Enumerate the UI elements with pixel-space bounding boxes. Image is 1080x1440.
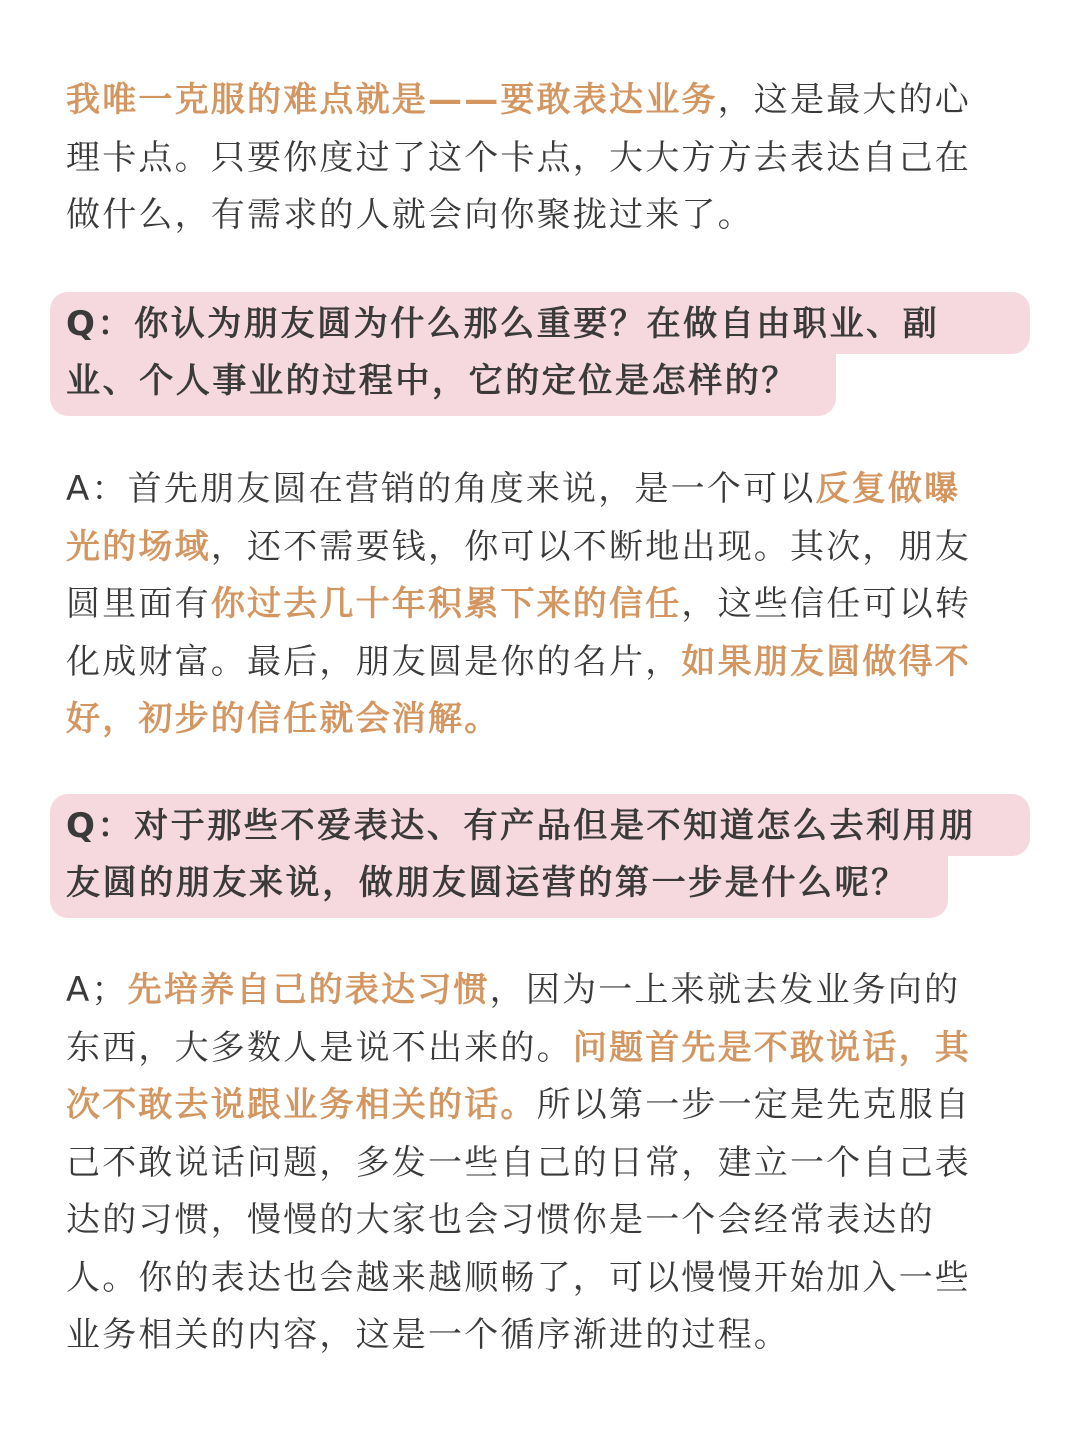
intro-text: ，这是最大的心 (717, 80, 972, 120)
answer-line (66, 634, 1026, 692)
answer-line: 己不敢说话问题，多发一些自己的日常，建立一个自己表 (66, 1142, 971, 1183)
answer-text: ，还不需要钱，你可以不断地出现。其次，朋友 (210, 526, 972, 567)
question-line: Q：你认为朋友圆为什么那么重要？在做自由职业、副 (66, 304, 940, 344)
answer-line (66, 576, 1026, 634)
answer-text: 所以第一步一定是先克服自 (536, 1085, 972, 1125)
answer-text: ，这些信任可以转 (681, 584, 972, 624)
answer-line (66, 691, 1026, 749)
answer-line (66, 519, 1026, 577)
question-line: 友圆的朋友来说，做朋友圆运营的第一步是什么呢？ (66, 863, 908, 903)
answer-1-paragraph (66, 461, 1026, 749)
intro-paragraph (66, 72, 1026, 245)
answer-text: A； (66, 970, 128, 1010)
answer-text: 东西，大多数人是说不出来的。 (66, 1027, 573, 1068)
answer-line: 达的习惯，慢慢的大家也会习惯你是一个会经常表达的 (66, 1200, 935, 1240)
intro-line: 做什么，有需求的人就会向你聚拢过来了。 (66, 195, 754, 235)
answer-line: 人。你的表达也会越来越顺畅了，可以慢慢开始加入一些 (66, 1257, 971, 1298)
answer-highlight: 光的场域 (66, 526, 211, 567)
answer-text: A：首先朋友圆在营销的角度来说，是一个可以 (66, 469, 816, 509)
answer-highlight: 好，初步的信任就会消解。 (66, 699, 501, 739)
answer-line: 业务相关的内容，这是一个循序渐进的过程。 (66, 1315, 790, 1355)
question-1-block (50, 292, 1034, 416)
answer-line (66, 962, 1026, 1020)
answer-highlight: 次不敢去说跟业务相关的话。 (66, 1085, 537, 1125)
question-2-text (66, 798, 976, 912)
intro-line: 理卡点。只要你度过了这个卡点，大大方方去表达自己在 (66, 137, 971, 178)
question-line: 业、个人事业的过程中，它的定位是怎样的？ (66, 361, 798, 401)
answer-highlight: 你过去几十年积累下来的信任 (210, 584, 682, 624)
answer-highlight: 先培养自己的表达习惯 (127, 970, 490, 1010)
answer-line (66, 1020, 1026, 1078)
answer-text: ，因为一上来就去发业务向的 (489, 970, 961, 1010)
answer-highlight: 如果朋友圆做得不 (681, 641, 972, 682)
question-line: Q：对于那些不爱表达、有产品但是不知道怎么去利用朋 (66, 806, 976, 846)
answer-text: 圆里面有 (66, 584, 211, 624)
answer-line (66, 461, 1026, 519)
answer-text: 化成财富。最后，朋友圆是你的名片， (66, 641, 682, 682)
answer-line (66, 1077, 1026, 1135)
answer-2-paragraph (66, 962, 1026, 1365)
intro-line (66, 72, 1026, 130)
intro-highlight: 我唯一克服的难点就是——要敢表达业务 (66, 80, 718, 120)
answer-highlight: 问题首先是不敢说话，其 (572, 1027, 972, 1068)
question-2-block (50, 794, 1034, 918)
answer-highlight: 反复做曝 (815, 469, 961, 509)
question-1-text (66, 296, 939, 410)
